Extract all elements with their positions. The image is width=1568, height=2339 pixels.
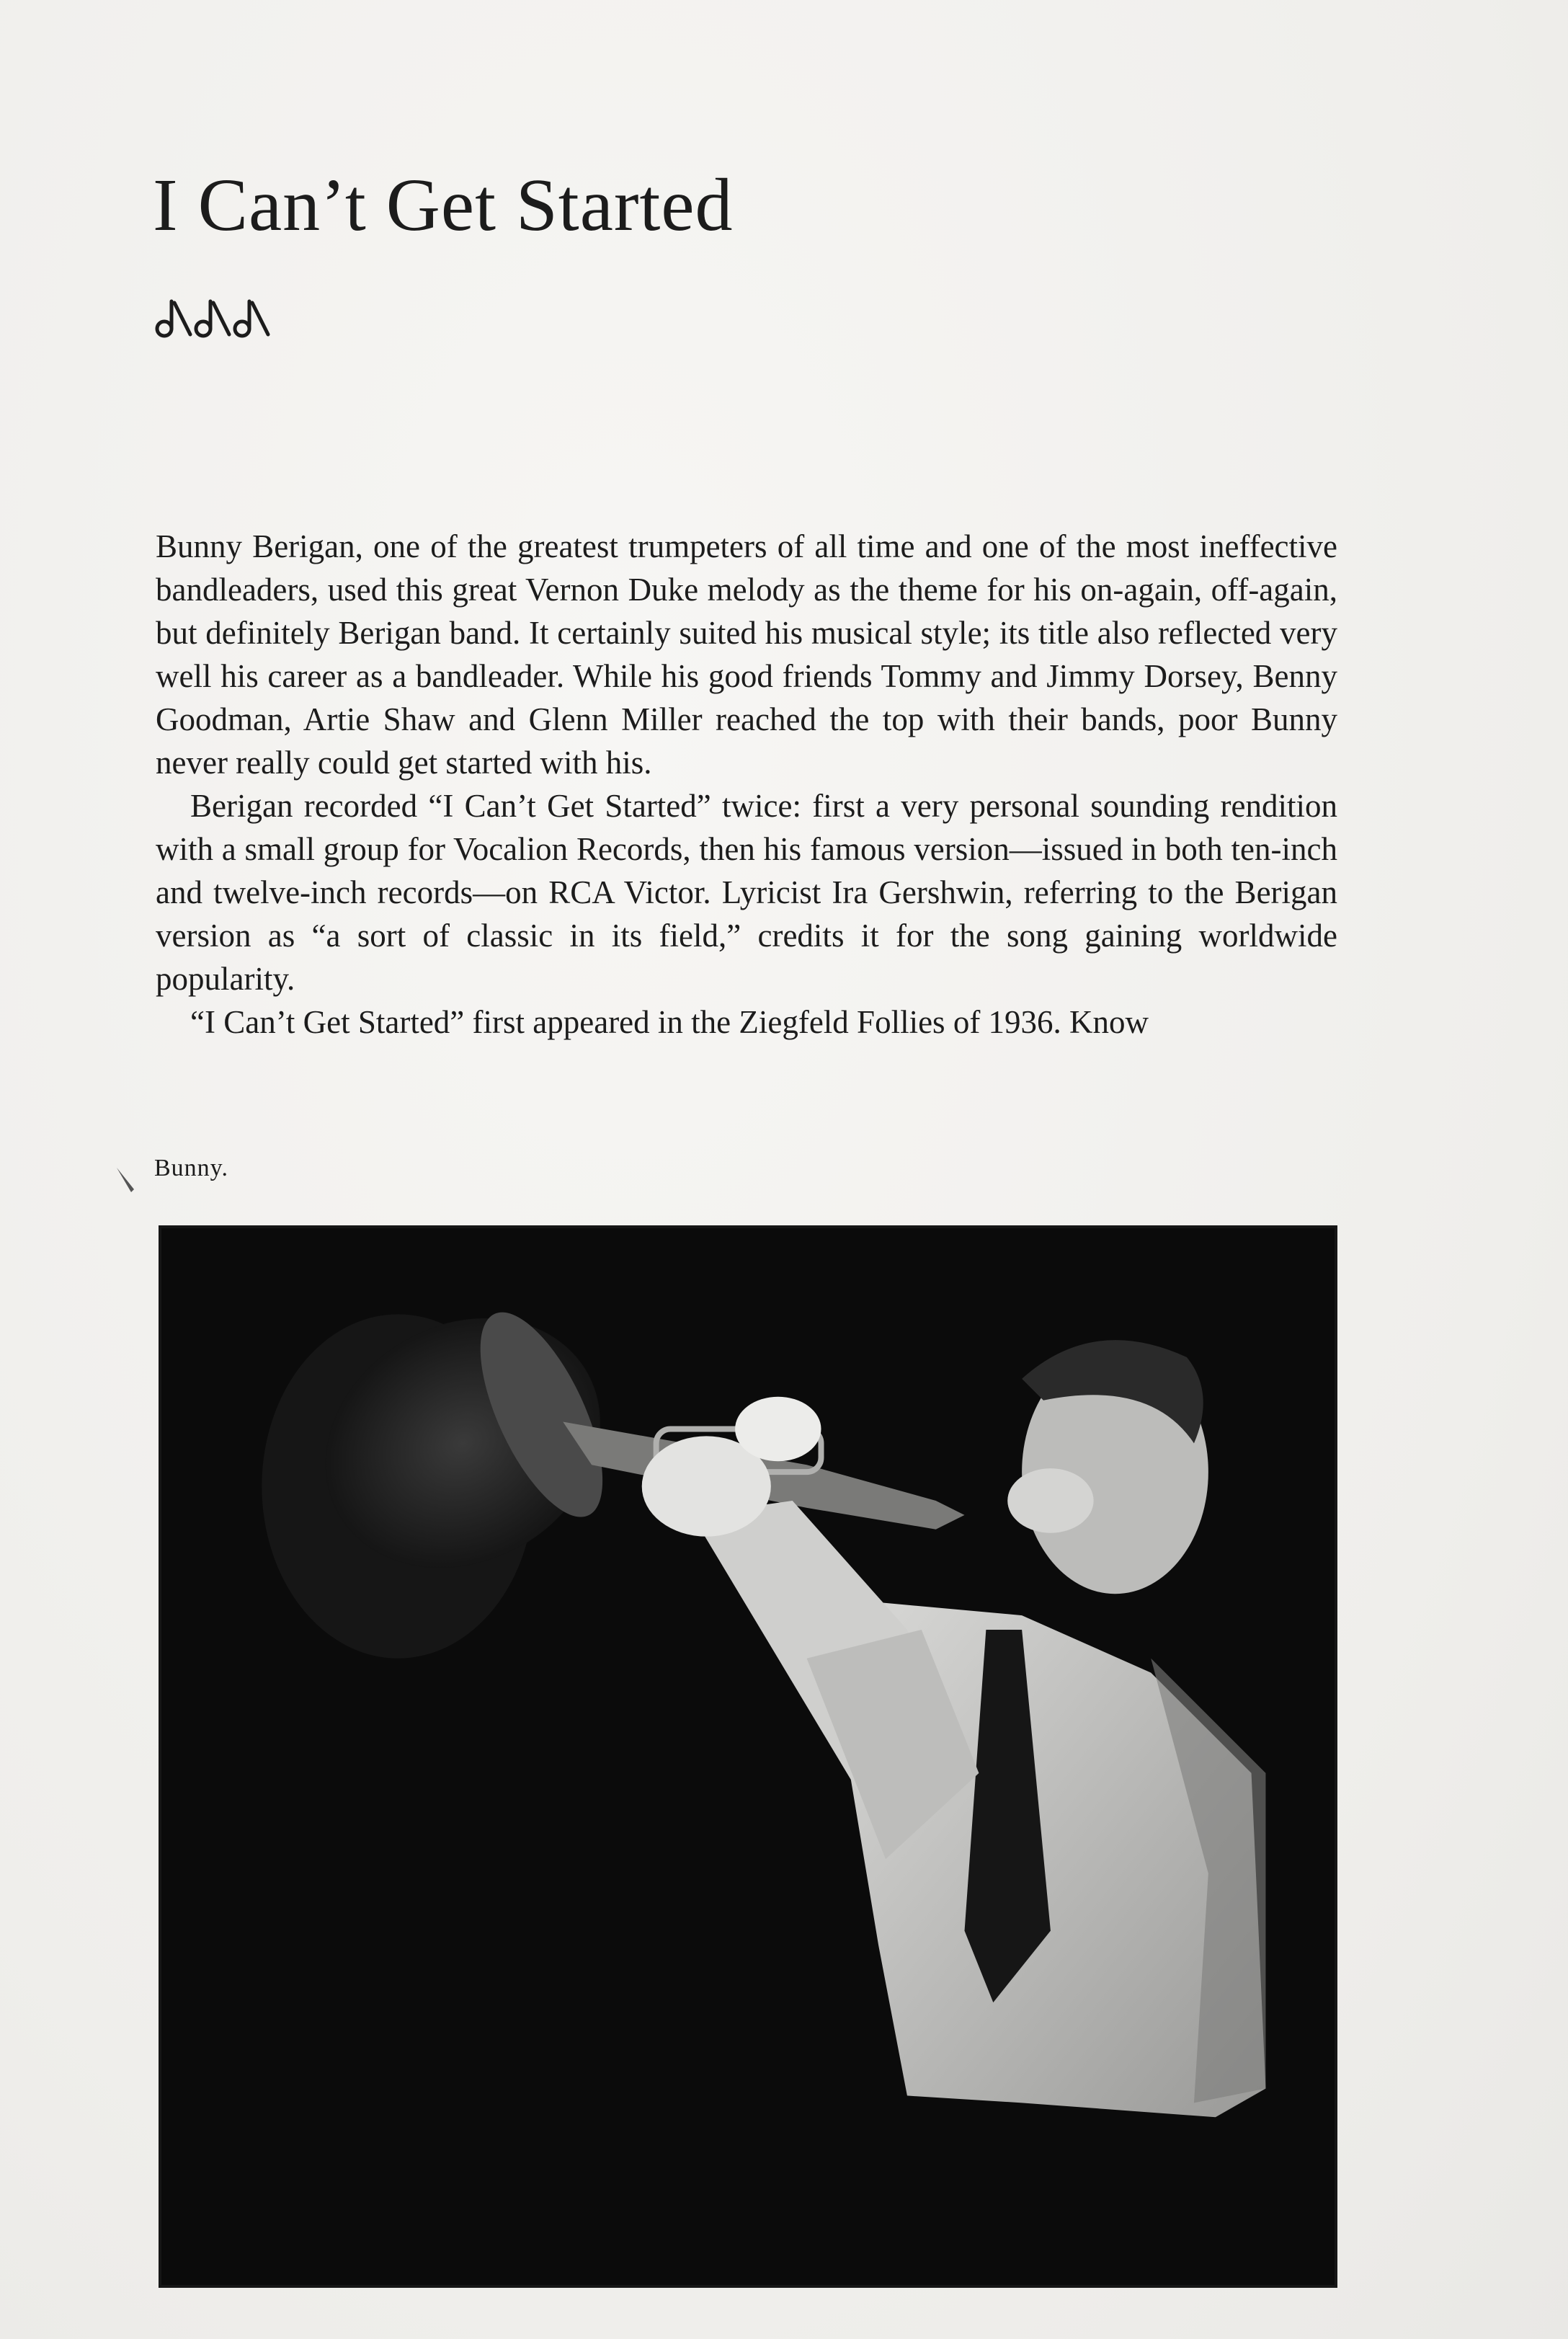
chapter-title: I Can’t Get Started <box>153 164 734 247</box>
body-text <box>156 525 1337 1044</box>
caption-pointer-icon <box>112 1158 148 1201</box>
trumpeter-photo <box>159 1225 1337 2288</box>
music-note-ornament-icon <box>153 297 275 340</box>
photo-caption: Bunny. <box>154 1155 228 1181</box>
paragraph-1: Bunny Berigan, one of the greatest trumpeters of all time and one of the most ineffective bandleaders, used this great Vernon Duke melody as the theme for his on-again, off-again, but definitely Berigan band. It certainly suited his musical style; its title also reflected very well his career as a bandleader. While his good friends Tommy and Jimmy Dorsey, Benny Goodman, Artie Shaw and Glenn Miller reached the top with their bands, poor Bunny never really could get started with his. <box>156 528 1337 781</box>
paragraph-3: “I Can’t Get Started” first appeared in the Ziegfeld Follies of 1936. Know <box>190 1004 1149 1040</box>
paragraph-2: Berigan recorded “I Can’t Get Started” twice: first a very personal sounding rendition with a small group for Vocalion Records, then his famous version—issued in both ten-inch and twelve-inch records—on RCA Victor. Lyricist Ira Gershwin, referring to the Berigan version as “a sort of classic in its field,” credits it for the song gaining worldwide popularity. <box>156 788 1337 997</box>
